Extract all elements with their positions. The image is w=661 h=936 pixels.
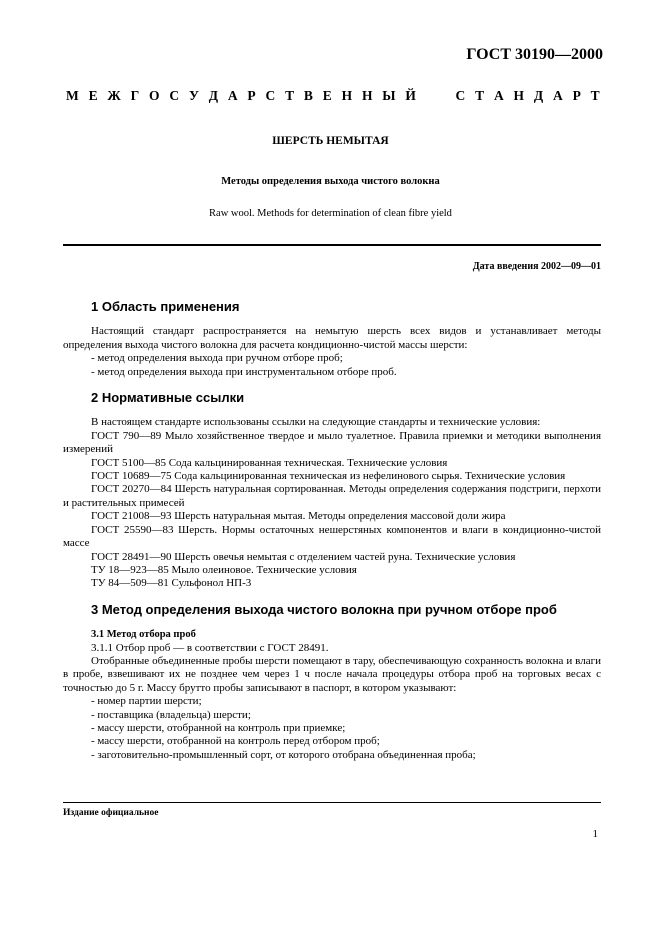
title-letter: Н [513, 88, 525, 103]
document-code: ГОСТ 30190—2000 [466, 46, 603, 63]
section-1-paragraph: Настоящий стандарт распространяется на немытую шерсть всех видов и устанавливает методы определения выхода чистого волокна для расчета кондиционно-чистой массы шерсти: [63, 325, 601, 351]
header-divider [63, 244, 601, 246]
list-item: - номер партии шерсти; [91, 695, 202, 708]
reference-item: ГОСТ 10689—75 Сода кальцинированная техническая из нефелинового сырья. Технические условия [91, 470, 566, 483]
edition-label: Издание официальное [63, 808, 159, 818]
section-1-heading: 1 Область применения [91, 299, 240, 314]
title-letter: Д [208, 88, 218, 103]
title-letter: С [455, 88, 466, 103]
list-item: - метод определения выхода при ручном отборе проб; [91, 352, 343, 365]
list-item: - заготовительно-промышленный сорт, от которого отобрана объединенная проба; [91, 748, 476, 761]
english-title: Raw wool. Methods for determination of clean fibre yield [209, 208, 452, 219]
document-body [63, 300, 601, 762]
title-letter: Г [130, 88, 140, 103]
list-item: - массу шерсти, отобранной на контроль перед отбором проб; [91, 735, 380, 748]
title-letter: В [303, 88, 313, 103]
title-letter: Ж [107, 88, 121, 103]
title-letter: Т [590, 88, 600, 103]
section-2-heading: 2 Нормативные ссылки [91, 390, 245, 406]
introduction-date: Дата введения 2002—09—01 [472, 261, 601, 272]
title-letter: А [553, 88, 563, 103]
title-letter: Н [341, 88, 353, 103]
reference-item: ГОСТ 790—89 Мыло хозяйственное твердое и мыло туалетное. Правила приемки и методики выполнения измерений [63, 429, 601, 456]
list-item: - поставщика (владельца) шерсти; [91, 708, 251, 721]
list-item: - метод определения выхода при инструментальном отборе проб. [91, 365, 397, 378]
reference-item: ТУ 84—509—81 Сульфонол НП-3 [91, 577, 252, 590]
title-letter: С [169, 88, 180, 103]
title-letter: Е [322, 88, 332, 103]
list-item: - массу шерсти, отобранной на контроль при приемке; [91, 721, 346, 734]
reference-item: ГОСТ 25590—83 Шерсть. Нормы остаточных нешерстяных компонентов и влаги в кондиционно-чистой массе [63, 523, 601, 550]
sub-title: Методы определения выхода чистого волокна [221, 176, 440, 187]
title-letter: Р [572, 88, 581, 103]
title-letter: Т [475, 88, 485, 103]
title-letter: С [265, 88, 276, 103]
reference-item: ГОСТ 28491—90 Шерсть овечья немытая с отделением частей руна. Технические условия [91, 550, 516, 563]
main-title: ШЕРСТЬ НЕМЫТАЯ [272, 135, 389, 147]
title-letter: Ы [382, 88, 396, 103]
footer-divider [63, 802, 601, 803]
title-letter: О [149, 88, 160, 103]
title-letter: Й [405, 88, 416, 103]
title-letter: Т [285, 88, 295, 103]
title-letter: У [188, 88, 199, 103]
reference-item: ТУ 18—923—85 Мыло олеиновое. Технические условия [91, 563, 357, 576]
subsection-3-1-heading: 3.1 Метод отбора проб [91, 629, 196, 641]
reference-item: ГОСТ 5100—85 Сода кальцинированная техническая. Технические условия [91, 456, 448, 469]
reference-item: ГОСТ 21008—93 Шерсть натуральная мытая. Методы определения массовой доли жира [91, 510, 506, 523]
title-letter: Е [88, 88, 98, 103]
reference-item: ГОСТ 20270—84 Шерсть натуральная сортированная. Методы определения содержания подстриги, перхоти и растительных примесей [63, 483, 601, 509]
title-letter: А [493, 88, 504, 103]
section-3-heading: 3 Метод определения выхода чистого волокна при ручном отборе проб [91, 601, 557, 617]
title-letter: А [227, 88, 238, 103]
standard-type-title [66, 88, 600, 104]
title-letter: М [66, 88, 79, 103]
section-3-paragraph: Отобранные объединенные пробы шерсти помещают в тару, обеспечивающую сохранность волокна и влаги в пробе, взвешивают их не позднее чем через 1 ч после начала процедуры отбора проб на торговых весах с точностью до 5 г. Массу брутто пробы записывают в паспорт, в котором указывают: [63, 654, 601, 694]
title-letter: Р [247, 88, 256, 103]
letter-gap [426, 88, 446, 104]
section-2-paragraph: В настоящем стандарте использованы ссылки на следующие стандарты и технические условия: [91, 416, 541, 429]
page-number: 1 [592, 828, 598, 840]
clause-3-1-1: 3.1.1 Отбор проб — в соответствии с ГОСТ 28491. [91, 641, 329, 654]
title-letter: Д [533, 88, 544, 103]
title-letter: Н [361, 88, 373, 103]
